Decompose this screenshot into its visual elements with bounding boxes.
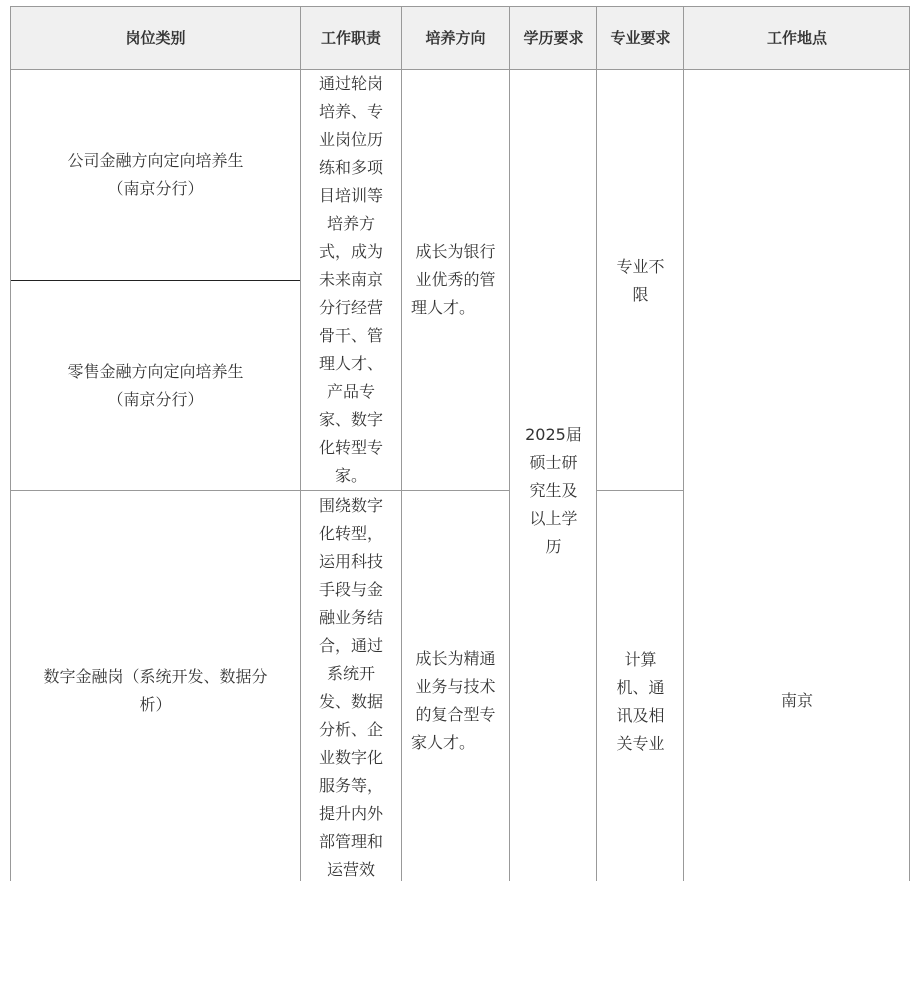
category-cell-corporate — [10, 70, 301, 280]
major-2-line: 讯及相 — [616, 706, 665, 725]
major-1-line: 专业不 — [616, 257, 665, 276]
duties-cell-2 — [301, 491, 401, 881]
category-digital-line1: 数字金融岗（系统开发、数据分 — [43, 667, 268, 686]
direction-2-line: 成长为精通 — [415, 649, 496, 668]
duties-2-line: 合，通过 — [318, 636, 383, 655]
direction-cell-1 — [401, 70, 510, 490]
duties-1-line: 培养、专 — [318, 102, 383, 121]
major-2-line: 机、通 — [616, 678, 665, 697]
duties-1-line: 目培训等 — [318, 186, 383, 205]
major-2-line: 计算 — [624, 650, 657, 669]
col-divider-3 — [509, 6, 510, 881]
border-right — [909, 6, 910, 881]
header-duties — [301, 7, 401, 69]
duties-2-line: 服务等， — [318, 776, 383, 795]
major-cell-2 — [597, 491, 684, 881]
duties-2-line: 业数字化 — [318, 748, 383, 767]
duties-1-line: 未来南京 — [318, 270, 383, 289]
header-category-text: 岗位类别 — [125, 29, 186, 47]
direction-1-line: 理人才。 — [411, 298, 476, 317]
header-divider — [10, 69, 910, 70]
header-major — [597, 7, 684, 69]
header-direction-text: 培养方向 — [425, 29, 486, 47]
duties-2-line: 系统开 — [326, 664, 375, 683]
row-divider-2-major — [597, 490, 684, 491]
header-location — [684, 7, 910, 69]
duties-1-line: 练和多项 — [318, 158, 383, 177]
direction-2-line: 的复合型专 — [415, 705, 496, 724]
education-cell — [510, 70, 597, 981]
direction-2-line: 业务与技术 — [415, 677, 496, 696]
major-2-line: 关专业 — [616, 734, 665, 753]
category-corporate-line1: 公司金融方向定向培养生 — [67, 151, 244, 170]
duties-1-line: 分行经营 — [318, 298, 383, 317]
education-line: 以上学 — [529, 509, 578, 528]
direction-cell-2 — [401, 491, 510, 911]
col-divider-1 — [300, 6, 301, 881]
category-retail-line1: 零售金融方向定向培养生 — [67, 361, 244, 381]
category-corporate-line2: （南京分行） — [107, 179, 204, 198]
header-direction — [401, 7, 510, 69]
duties-2-line: 融业务结 — [318, 608, 383, 627]
col-divider-2 — [401, 6, 402, 881]
duties-1-line: 通过轮岗 — [318, 74, 383, 93]
duties-2-line: 发、数据 — [318, 692, 383, 711]
row-divider-1 — [10, 280, 301, 281]
duties-2-line: 分析、企 — [318, 720, 383, 739]
duties-2-line: 围绕数字 — [318, 496, 383, 515]
duties-1-line: 家、数字 — [318, 410, 383, 429]
education-line: 究生及 — [529, 481, 578, 500]
duties-1-line: 骨干、管 — [318, 326, 383, 345]
row-divider-2 — [10, 490, 510, 491]
header-education-text: 学历要求 — [523, 29, 584, 47]
duties-2-line: 运营效 — [326, 860, 375, 879]
location-text: 南京 — [780, 691, 813, 710]
header-location-text: 工作地点 — [766, 29, 827, 47]
category-cell-digital — [10, 491, 301, 891]
education-line: 硕士研 — [529, 453, 578, 472]
header-category — [10, 7, 301, 69]
duties-1-line: 式，成为 — [318, 242, 383, 261]
major-1-line: 限 — [632, 285, 649, 304]
location-cell — [684, 70, 910, 881]
category-digital-line2: 析） — [139, 695, 172, 714]
duties-cell-1 — [301, 70, 401, 490]
duties-2-line: 部管理和 — [318, 832, 383, 851]
education-line: 2025届 — [525, 425, 582, 444]
duties-1-line: 业岗位历 — [318, 130, 383, 149]
category-retail-line2: （南京分行） — [107, 389, 204, 409]
duties-1-line: 培养方 — [326, 214, 375, 233]
border-top — [10, 6, 910, 7]
duties-2-line: 手段与金 — [318, 580, 383, 599]
duties-1-line: 理人才、 — [318, 354, 383, 373]
duties-1-line: 产品专 — [326, 382, 375, 401]
header-major-text: 专业要求 — [610, 29, 671, 47]
category-cell-retail — [10, 281, 301, 490]
direction-1-line: 成长为银行 — [415, 242, 496, 261]
header-education — [510, 7, 597, 69]
header-duties-text: 工作职责 — [320, 29, 381, 47]
duties-2-line: 化转型， — [318, 524, 383, 543]
duties-1-line: 化转型专 — [318, 438, 383, 457]
duties-2-line: 提升内外 — [318, 804, 383, 823]
education-line: 历 — [545, 537, 562, 556]
major-cell-1 — [597, 70, 684, 490]
direction-1-line: 业优秀的管 — [415, 270, 496, 289]
col-divider-4 — [596, 6, 597, 881]
col-divider-5 — [683, 6, 684, 881]
direction-2-line: 家人才。 — [411, 733, 476, 752]
duties-1-line: 家。 — [334, 466, 367, 485]
duties-2-line: 运用科技 — [318, 552, 383, 571]
border-left — [10, 6, 11, 881]
